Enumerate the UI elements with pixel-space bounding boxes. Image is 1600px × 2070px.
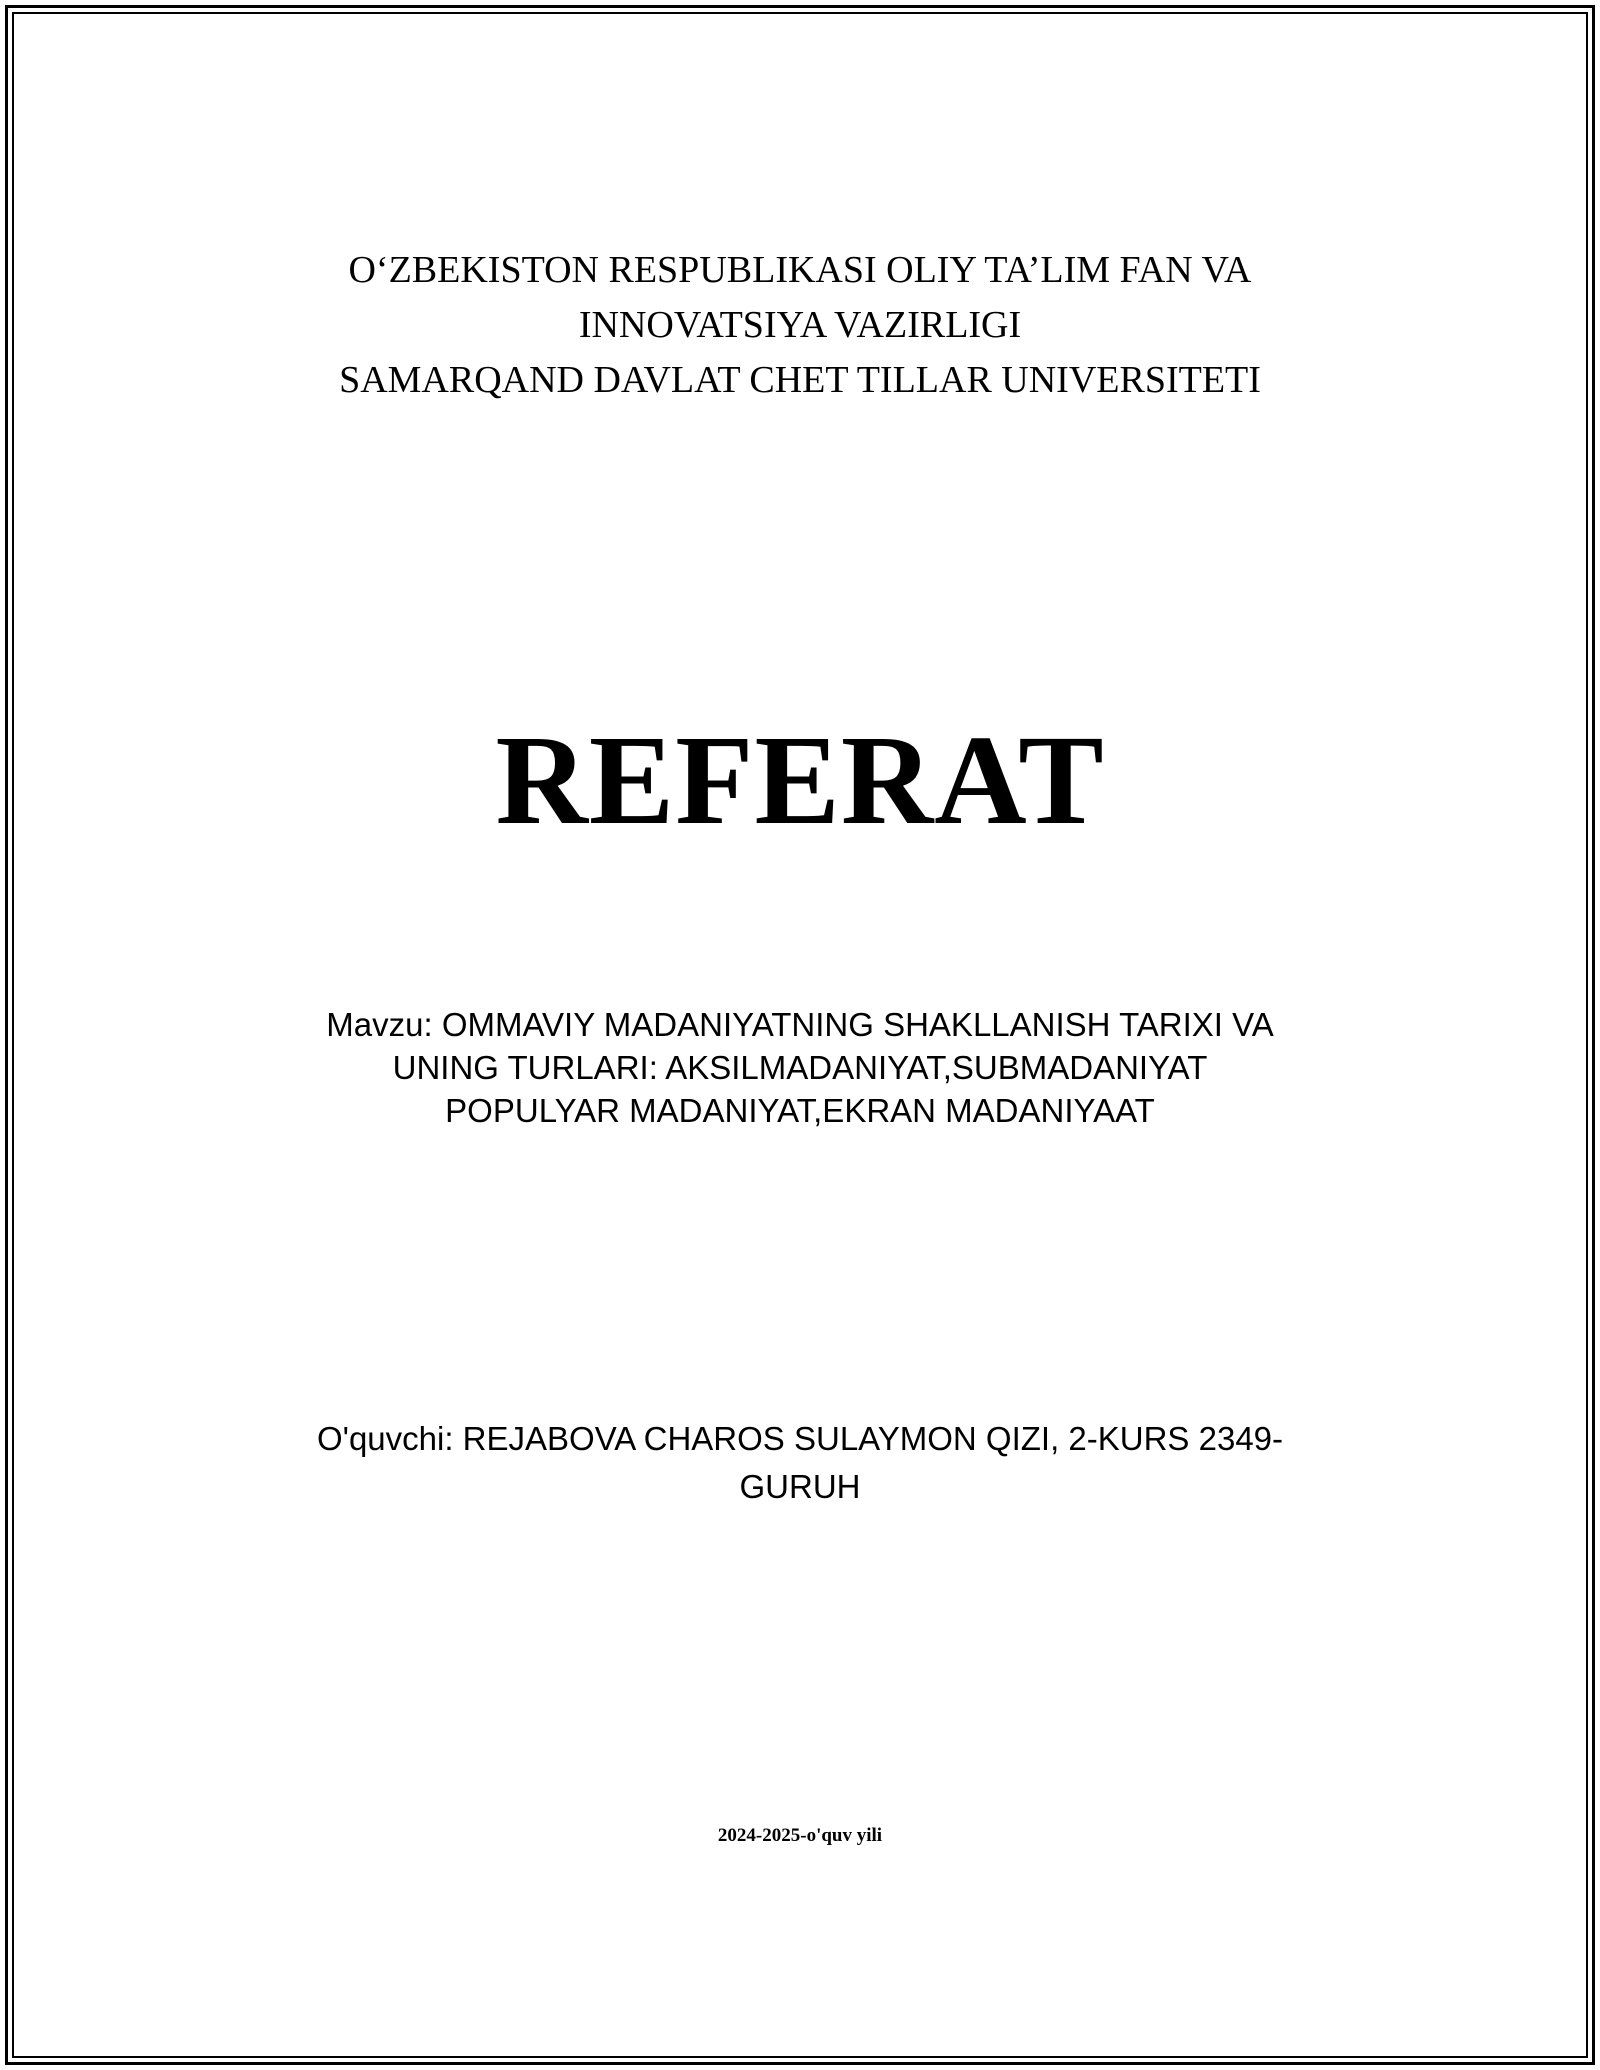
topic-line-1: Mavzu: OMMAVIY MADANIYATNING SHAKLLANISH TARIXI VA [326,1006,1274,1043]
topic-line-3: POPULYAR MADANIYAT,EKRAN MADANIYAAT [445,1092,1155,1129]
institution-header [0,243,1600,408]
topic-line-2: UNING TURLARI: AKSILMADANIYAT,SUBMADANIYAT [392,1049,1208,1086]
topic-section [0,1003,1600,1132]
university-name: SAMARQAND DAVLAT CHET TILLAR UNIVERSITETI [339,359,1261,401]
academic-year: 2024-2025-o'quv yili [717,1825,883,1846]
document-title: REFERAT [495,709,1105,851]
student-line-2: GURUH [739,1468,861,1505]
student-line-1: O'quvchi: REJABOVA CHAROS SULAYMON QIZI, 2-KURS 2349- [316,1420,1284,1457]
ministry-line-2: INNOVATSIYA VAZIRLIGI [578,304,1022,346]
ministry-line-1: O‘ZBEKISTON RESPUBLIKASI OLIY TA’LIM FAN VA [348,249,1252,291]
student-section [0,1415,1600,1511]
